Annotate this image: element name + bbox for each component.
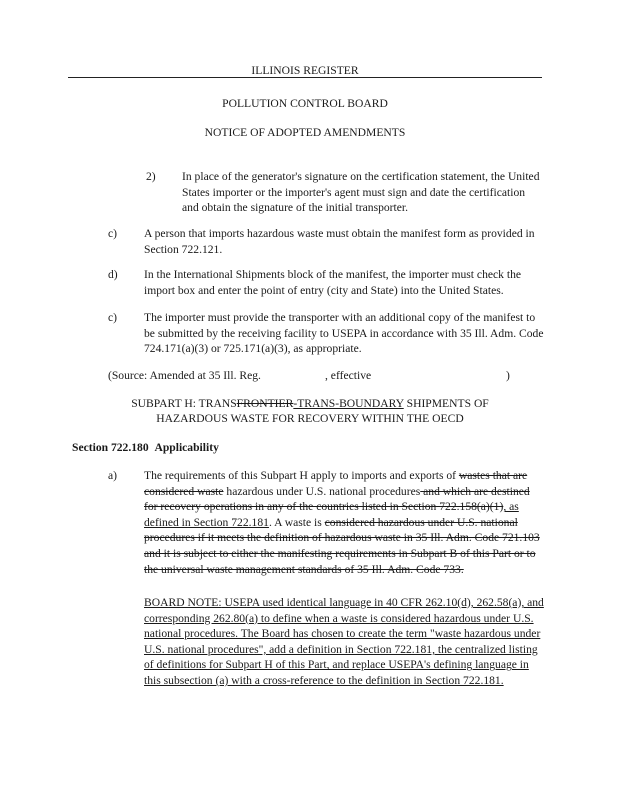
section-title: Applicability [154, 441, 219, 454]
board-note-label: BOARD NOTE: [144, 596, 222, 609]
para-a-s6: . A waste is [268, 515, 325, 529]
source-effective: , effective [325, 369, 372, 382]
para-a-struck-1: wastes that are considered waste [144, 469, 528, 498]
item-text: In place of the generator's signature on the certification statement, the United States importer or the importer's agent must sign and date the certification and obtain the signature of the initial transporter. [182, 170, 540, 215]
item-label: d) [108, 268, 118, 281]
para-label: a) [108, 469, 118, 482]
subpart-heading [60, 396, 560, 412]
para-a-struck-3: considered hazardous under U.S. national procedures if it meets the definition of hazardous waste in 35 Ill. Adm. Code 721.103 and it is subject to either the manifesting requirements in Subpart B of this Part or to the universal waste management standards of 35 Ill. Adm. Code 733. [144, 515, 540, 576]
subpart-struck: FRONTIER [236, 397, 294, 410]
source-note [108, 368, 261, 384]
source-prefix: (Source: Amended at 35 Ill. Reg. [108, 369, 261, 382]
subpart-rest: SHIPMENTS OF [403, 397, 489, 410]
board-note [144, 595, 544, 689]
subpart-prefix: SUBPART H: TRANS [131, 397, 237, 410]
board-note-text: USEPA used identical language in 40 CFR 262.10(d), 262.58(a), and corresponding 262.80(a) to define when a waste is considered hazardous under U.S. national procedures. The Board has chosen to create the term "waste hazardous under U.S. national procedures", add a definition in Section 722.181, the centralized listing of definitions for Subpart H of this Part, and replace USEPA's defining language in this subsection (a) with a cross-reference to the definition in Section 722.181. [144, 596, 544, 687]
para-a-s1: The requirements of this Subpart H apply to imports and exports of [144, 469, 459, 482]
section-heading [72, 440, 219, 456]
subpart-inserted: -TRANS-BOUNDARY [293, 397, 404, 410]
register-title: ILLINOIS REGISTER [251, 64, 359, 77]
item-text: The importer must provide the transporter with an additional copy of the manifest to be submitted by the receiving facility to USEPA in accordance with 35 Ill. Adm. Code 724.171(a)(3) or 725.171(a)(3), as appropriate. [144, 311, 544, 356]
source-suffix: ) [506, 369, 510, 382]
para-a-inserted-1: , as defined in Section 722.181 [144, 500, 519, 529]
header-rule [68, 77, 542, 78]
notice-title: NOTICE OF ADOPTED AMENDMENTS [204, 126, 406, 139]
item-text: A person that imports hazardous waste must obtain the manifest form as provided in Section 722.121. [144, 227, 535, 256]
subpart-heading-line2: HAZARDOUS WASTE FOR RECOVERY WITHIN THE OECD [156, 412, 464, 425]
item-label: 2) [146, 170, 156, 183]
item-label: c) [108, 227, 118, 240]
para-a-s3: hazardous under U.S. national procedures [223, 484, 421, 498]
section-number: Section 722.180 [72, 441, 149, 454]
item-text: In the International Shipments block of the manifest, the importer must check the import box and enter the point of entry (city and State) into the United States. [144, 268, 522, 297]
item-label: c) [108, 311, 118, 324]
para-a-text [144, 468, 544, 577]
para-a-struck-2: and which are destined for recovery operations in any of the countries listed in Section 722.158(a)(1) [144, 484, 530, 514]
board-title: POLLUTION CONTROL BOARD [222, 97, 388, 110]
